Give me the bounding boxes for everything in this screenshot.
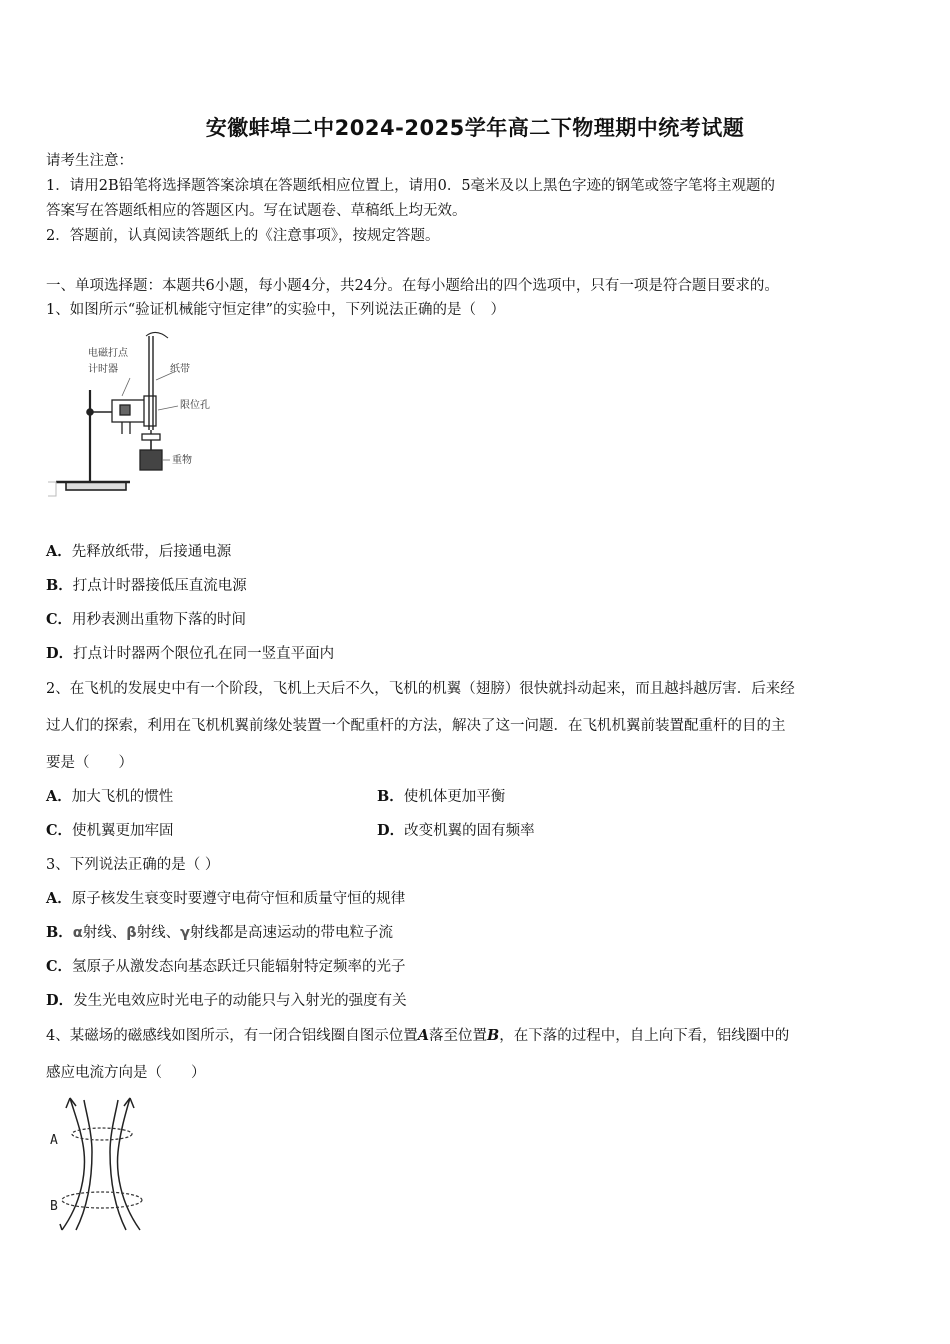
fig-label-timer-2: 计时器 <box>88 364 118 375</box>
q4-stem-1: 4、某磁场的磁感线如图所示，有一闭合铝线圈自图示位置A落至位置B，在下落的过程中，自上向下看，铝线圈中的 <box>46 1027 790 1044</box>
fig-label-timer-1: 电磁打点 <box>88 348 128 359</box>
fig-label-a: A <box>50 1133 58 1148</box>
exam-title: 安徽蚌埠二中2024-2025学年高二下物理期中统考试题 <box>205 116 745 140</box>
q1-option-b: B．打点计时器接低压直流电源 <box>46 577 247 594</box>
q2-option-d: D．改变机翼的固有频率 <box>377 822 535 839</box>
q1-option-a: A．先释放纸带，后接通电源 <box>46 543 232 560</box>
q3-option-b: B．α射线、β射线、γ射线都是高速运动的带电粒子流 <box>46 924 394 941</box>
fig-label-weight: 重物 <box>172 455 192 466</box>
q4-stem-2: 感应电流方向是（ ） <box>46 1065 206 1081</box>
q3-option-c: C．氢原子从激发态向基态跃迁只能辐射特定频率的光子 <box>46 958 406 975</box>
q1-apparatus-figure <box>46 330 216 520</box>
coil-ring-icon <box>62 1128 142 1208</box>
q1-stem: 1、如图所示“验证机械能守恒定律”的实验中，下列说法正确的是（ ） <box>46 302 506 318</box>
notice-line-1: 1．请用2B铅笔将选择题答案涂填在答题纸相应位置上，请用0．5毫米及以上黑色字迹的钢笔或签字笔将主观题的 <box>46 178 776 194</box>
q2-option-a: A．加大飞机的惯性 <box>46 788 174 805</box>
notice-line-3: 2．答题前，认真阅读答题纸上的《注意事项》，按规定答题。 <box>46 228 440 244</box>
q4-magnetic-field-figure <box>46 1092 156 1232</box>
field-lines-icon <box>60 1098 140 1230</box>
q2-stem-1: 2、在飞机的发展史中有一个阶段，飞机上天后不久，飞机的机翼（翅膀）很快就抖动起来，而且越抖越厉害．后来经 <box>46 681 795 697</box>
section-heading: 一、单项选择题：本题共6小题，每小题4分，共24分。在每小题给出的四个选项中，只有一项是符合题目要求的。 <box>46 278 779 294</box>
fig-label-tape: 纸带 <box>170 364 190 375</box>
q3-option-a: A．原子核发生衰变时要遵守电荷守恒和质量守恒的规律 <box>46 890 406 907</box>
alpha-symbol: α <box>72 925 83 941</box>
gamma-symbol: γ <box>180 925 191 941</box>
fig-label-hole: 限位孔 <box>180 400 210 411</box>
notice-heading: 请考生注意： <box>46 153 133 169</box>
notice-line-2: 答案写在答题纸相应的答题区内。写在试题卷、草稿纸上均无效。 <box>46 203 467 219</box>
q2-stem-2: 过人们的探索，利用在飞机机翼前缘处装置一个配重杆的方法，解决了这一问题．在飞机机翼前装置配重杆的目的主 <box>46 718 786 734</box>
q2-option-c: C．使机翼更加牢固 <box>46 822 174 839</box>
position-b: B <box>487 1027 500 1044</box>
q2-stem-3: 要是（ ） <box>46 755 133 771</box>
weight-icon <box>140 434 162 470</box>
beta-symbol: β <box>126 925 137 941</box>
q2-option-b: B．使机体更加平衡 <box>377 788 506 805</box>
q1-option-c: C．用秒表测出重物下落的时间 <box>46 611 247 628</box>
fig-label-b: B <box>50 1199 58 1214</box>
q3-option-d: D．发生光电效应时光电子的动能只与入射光的强度有关 <box>46 992 407 1009</box>
q1-option-d: D．打点计时器两个限位孔在同一竖直平面内 <box>46 645 335 662</box>
q3-stem: 3、下列说法正确的是（ ） <box>46 857 220 873</box>
position-a: A <box>417 1027 429 1044</box>
